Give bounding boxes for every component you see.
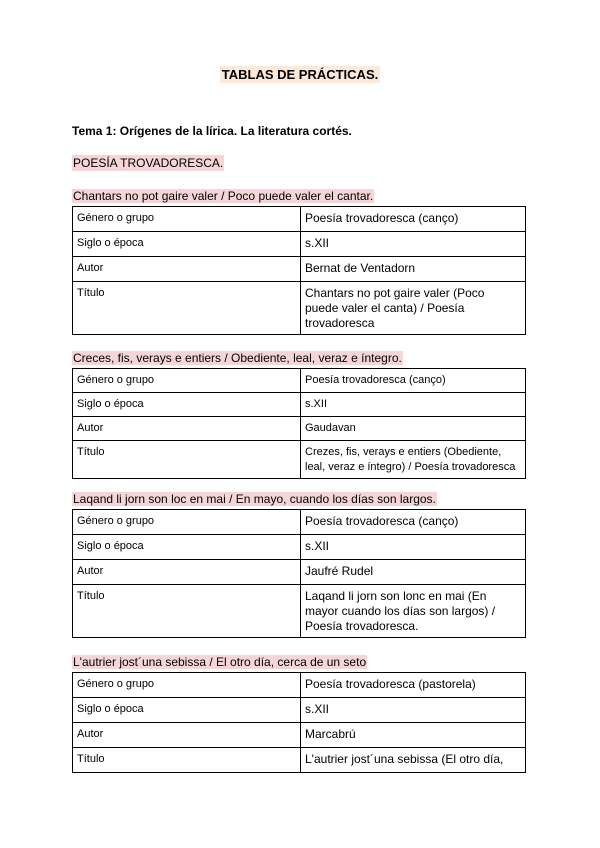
table-row [73, 535, 526, 560]
table-row [73, 232, 526, 257]
table-row [73, 257, 526, 282]
row-label: Título [73, 585, 301, 638]
row-value: Poesía trovadoresca (canço) [301, 510, 526, 535]
table-row [73, 369, 526, 393]
poem-heading: Creces, fis, verays e entiers / Obediente, leal, veraz e íntegro. [73, 351, 402, 365]
row-label: Género o grupo [73, 207, 301, 232]
table-row [73, 393, 526, 417]
row-label: Siglo o época [73, 535, 301, 560]
row-value: Marcabrú [301, 723, 526, 748]
row-label: Título [73, 441, 301, 479]
row-value: Crezes, fis, verays e entiers (Obediente, leal, veraz e íntegro) / Poesía trovadoresca [301, 441, 526, 479]
page-title [0, 67, 600, 82]
row-value: Chantars no pot gaire valer (Poco puede valer el canta) / Poesía trovadoresca [301, 282, 526, 335]
poem-block [72, 349, 526, 479]
row-label: Siglo o época [73, 698, 301, 723]
section-title: POESÍA TROVADORESCA. [73, 156, 224, 170]
row-value: Bernat de Ventadorn [301, 257, 526, 282]
row-value: Poesía trovadoresca (pastorela) [301, 673, 526, 698]
row-label: Autor [73, 417, 301, 441]
row-label: Siglo o época [73, 393, 301, 417]
table-row [73, 282, 526, 335]
row-value: s.XII [301, 393, 526, 417]
poem-heading: Chantars no pot gaire valer / Poco puede valer el cantar. [73, 189, 374, 203]
row-value: Poesía trovadoresca (canço) [301, 207, 526, 232]
poem-block [72, 653, 526, 773]
page-title-text: TABLAS DE PRÁCTICAS. [221, 67, 379, 82]
poem-block [72, 187, 526, 335]
table-row [73, 698, 526, 723]
row-value: L'autrier jost´una sebissa (El otro día, [301, 748, 526, 773]
poem-table [72, 206, 526, 335]
row-label: Autor [73, 560, 301, 585]
poem-heading: L'autrier jost´una sebissa / El otro día, cerca de un seto [73, 655, 367, 669]
tema-heading: Tema 1: Orígenes de la lírica. La literatura cortés. [72, 124, 352, 138]
row-label: Título [73, 282, 301, 335]
table-row [73, 673, 526, 698]
poem-table [72, 509, 526, 638]
row-value: s.XII [301, 698, 526, 723]
poem-table [72, 672, 526, 773]
row-label: Género o grupo [73, 369, 301, 393]
row-label: Siglo o época [73, 232, 301, 257]
poem-block [72, 490, 526, 638]
table-row [73, 748, 526, 773]
table-row [73, 723, 526, 748]
row-label: Autor [73, 257, 301, 282]
row-label: Género o grupo [73, 510, 301, 535]
row-value: Poesía trovadoresca (canço) [301, 369, 526, 393]
row-label: Autor [73, 723, 301, 748]
row-value: s.XII [301, 232, 526, 257]
row-label: Género o grupo [73, 673, 301, 698]
table-row [73, 585, 526, 638]
table-row [73, 207, 526, 232]
row-label: Título [73, 748, 301, 773]
row-value: Gaudavan [301, 417, 526, 441]
row-value: Jaufré Rudel [301, 560, 526, 585]
row-value: Laqand li jorn son lonc en mai (En mayor cuando los días son largos) / Poesía trovadoresca. [301, 585, 526, 638]
poem-heading: Laqand li jorn son loc en mai / En mayo, cuando los días son largos. [73, 492, 436, 506]
row-value: s.XII [301, 535, 526, 560]
table-row [73, 560, 526, 585]
table-row [73, 510, 526, 535]
poem-table [72, 368, 526, 479]
table-row [73, 441, 526, 479]
table-row [73, 417, 526, 441]
